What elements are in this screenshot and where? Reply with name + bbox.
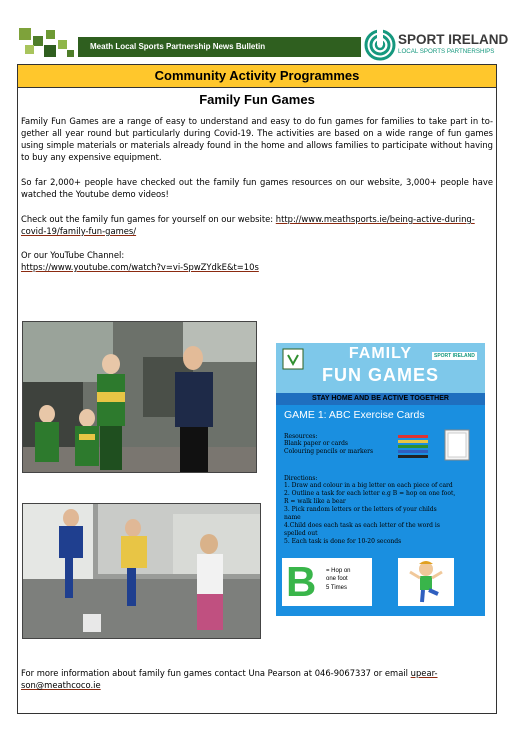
hopping-child-icon bbox=[398, 558, 454, 606]
poster-direction: 3. Pick random letters or the letters of your childs bbox=[284, 506, 437, 513]
example-card bbox=[282, 558, 372, 606]
logo-name: SPORT IRELAND bbox=[398, 32, 509, 47]
poster-game-title: GAME 1: ABC Exercise Cards bbox=[284, 409, 425, 421]
poster-direction: 1. Draw and colour in a big letter on each piece of card bbox=[284, 482, 453, 489]
paragraph-line: gether all year round but particularly during Covid-19. The activities are based on a wide range of fun games bbox=[21, 128, 493, 138]
header-square bbox=[44, 45, 56, 57]
poster-directions-heading: Directions: bbox=[284, 475, 318, 482]
contact-line bbox=[21, 667, 493, 679]
website-link[interactable]: http://www.meathsports.ie/being-active-during- bbox=[275, 214, 475, 224]
website-paragraph bbox=[21, 213, 493, 225]
poster-subtitle: STAY HOME AND BE ACTIVE TOGETHER bbox=[276, 393, 485, 405]
contact-text: For more information about family fun games contact Una Pearson at 046-9067337 or email bbox=[21, 668, 411, 678]
poster-direction: 5. Each task is done for 10-20 seconds bbox=[284, 538, 402, 545]
contact-line-cont bbox=[21, 679, 493, 691]
paragraph-line: Family Fun Games are a range of easy to understand and easy to do fun games for families to take part in to- bbox=[21, 116, 493, 126]
paragraph-line: to buy any expensive equipment. bbox=[21, 152, 162, 162]
example-text: one foot bbox=[326, 576, 348, 582]
website-link-cont[interactable]: covid-19/family-fun-games/ bbox=[21, 226, 137, 236]
header-square bbox=[19, 28, 31, 40]
article-frame bbox=[17, 64, 497, 714]
example-letter: B bbox=[286, 558, 317, 605]
email-link-cont[interactable]: son@meathcoco.ie bbox=[21, 680, 101, 690]
photo-1-image bbox=[23, 322, 257, 473]
header-square bbox=[67, 50, 74, 57]
section-title: Community Activity Programmes bbox=[18, 65, 496, 88]
game-poster bbox=[276, 343, 485, 616]
youtube-label: Or our YouTube Channel: bbox=[21, 250, 125, 260]
poster-title-line-1: FAMILY bbox=[348, 345, 413, 362]
hopping-child-illustration bbox=[398, 558, 454, 606]
poster-resources-heading: Resources: bbox=[284, 433, 318, 440]
paragraph-line: So far 2,000+ people have checked out the family fun games resources on our website, 3,000+ people have bbox=[21, 177, 493, 187]
bulletin-title-bar: Meath Local Sports Partnership News Bulletin bbox=[78, 37, 361, 57]
example-text: 5 Times bbox=[326, 585, 348, 591]
email-link[interactable]: upear- bbox=[410, 668, 438, 678]
family-photo-1 bbox=[22, 321, 257, 473]
poster-small-logo: SPORT IRELAND bbox=[434, 353, 475, 359]
example-text: = Hop on bbox=[326, 568, 351, 574]
paragraph-line: watched the Youtube demo videos! bbox=[21, 189, 169, 199]
poster-resource-item: Colouring pencils or markers bbox=[284, 448, 374, 455]
poster-direction: 2. Outline a task for each letter e.g B = hop on one foot, bbox=[284, 490, 456, 497]
paragraph-line: using simple materials or materials already found in the home and allows families to participate without having bbox=[21, 140, 493, 150]
poster-direction: name bbox=[284, 514, 301, 521]
header-square bbox=[58, 40, 67, 49]
poster-direction: 4.Child does each task as each letter of the word is bbox=[284, 522, 440, 529]
photo-2-image bbox=[23, 504, 261, 639]
header-square bbox=[46, 30, 55, 39]
logo-tagline: LOCAL SPORTS PARTNERSHIPS bbox=[398, 48, 495, 55]
header-square bbox=[33, 36, 43, 46]
poster-direction: spelled out bbox=[284, 530, 318, 537]
colouring-pencils-icon bbox=[396, 431, 432, 461]
family-photo-2 bbox=[22, 503, 261, 639]
youtube-paragraph bbox=[21, 261, 493, 273]
poster-resource-item: Blank paper or cards bbox=[284, 440, 349, 447]
spiral-logo-icon bbox=[364, 29, 396, 61]
sport-ireland-logo bbox=[364, 28, 509, 62]
youtube-link[interactable]: https://www.youtube.com/watch?v=vi-SpwZYdkE&t=10s bbox=[21, 262, 259, 272]
blank-card-icon bbox=[444, 429, 470, 461]
poster-direction: R = walk like a bear bbox=[284, 498, 346, 505]
website-label: Check out the family fun games for yourself on our website: bbox=[21, 214, 276, 224]
website-paragraph-cont bbox=[21, 225, 493, 237]
poster-title-line-2: FUN GAMES bbox=[322, 365, 439, 385]
header-square bbox=[25, 45, 34, 54]
article-title: Family Fun Games bbox=[199, 92, 315, 107]
